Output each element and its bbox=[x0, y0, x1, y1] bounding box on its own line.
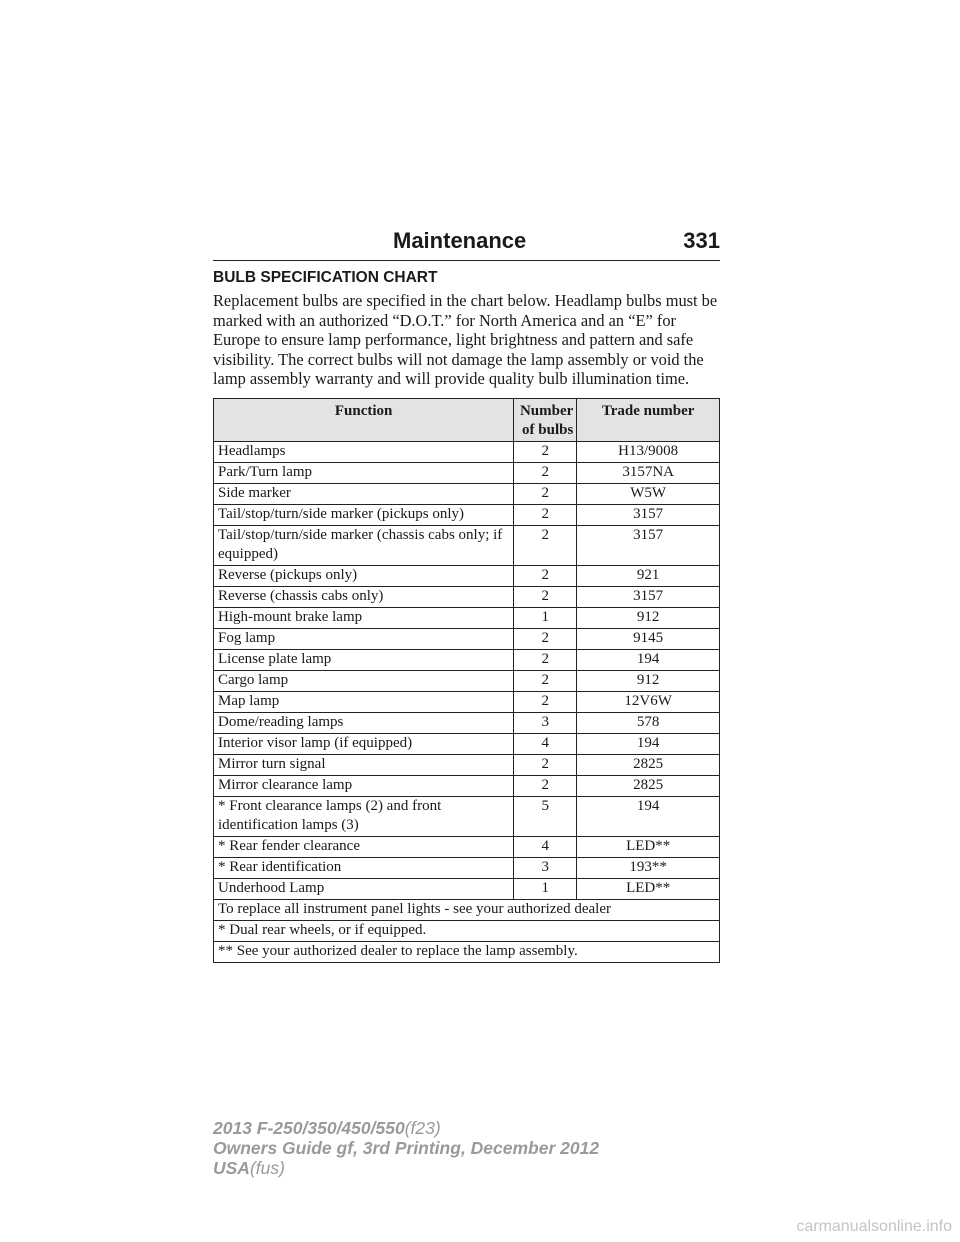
cell-trade: 12V6W bbox=[577, 692, 720, 713]
bulb-specification-table bbox=[213, 398, 720, 963]
cell-number: 2 bbox=[514, 505, 577, 526]
cell-number: 4 bbox=[514, 837, 577, 858]
cell-function: * Front clearance lamps (2) and front identification lamps (3) bbox=[214, 797, 514, 837]
table-note-row bbox=[214, 942, 720, 963]
cell-number: 2 bbox=[514, 755, 577, 776]
table-row bbox=[214, 879, 720, 900]
table-row bbox=[214, 734, 720, 755]
table-note: ** See your authorized dealer to replace the lamp assembly. bbox=[214, 942, 720, 963]
table-row bbox=[214, 587, 720, 608]
table-row bbox=[214, 629, 720, 650]
cell-trade: 3157 bbox=[577, 526, 720, 566]
cell-function: Tail/stop/turn/side marker (chassis cabs only; if equipped) bbox=[214, 526, 514, 566]
cell-trade: 194 bbox=[577, 734, 720, 755]
chapter-title: Maintenance bbox=[393, 228, 527, 253]
table-row bbox=[214, 526, 720, 566]
cell-number: 5 bbox=[514, 797, 577, 837]
cell-trade: 9145 bbox=[577, 629, 720, 650]
table-row bbox=[214, 692, 720, 713]
table-row bbox=[214, 776, 720, 797]
header-function: Function bbox=[214, 399, 514, 442]
cell-trade: 193** bbox=[577, 858, 720, 879]
cell-trade: 2825 bbox=[577, 755, 720, 776]
cell-trade: 3157 bbox=[577, 587, 720, 608]
cell-function: * Rear identification bbox=[214, 858, 514, 879]
cell-number: 2 bbox=[514, 692, 577, 713]
footer-line1 bbox=[213, 1118, 599, 1138]
header-number-line2: of bulbs bbox=[522, 422, 574, 438]
table-row bbox=[214, 837, 720, 858]
table-row bbox=[214, 484, 720, 505]
cell-function: Underhood Lamp bbox=[214, 879, 514, 900]
cell-function: Cargo lamp bbox=[214, 671, 514, 692]
table-row bbox=[214, 713, 720, 734]
table-row bbox=[214, 671, 720, 692]
cell-trade: 194 bbox=[577, 797, 720, 837]
cell-trade: LED** bbox=[577, 837, 720, 858]
cell-function: License plate lamp bbox=[214, 650, 514, 671]
cell-number: 2 bbox=[514, 463, 577, 484]
cell-trade: 912 bbox=[577, 671, 720, 692]
cell-number: 2 bbox=[514, 442, 577, 463]
cell-trade: 912 bbox=[577, 608, 720, 629]
intro-paragraph: Replacement bulbs are specified in the chart below. Headlamp bulbs must be marked with an authorized “D.O.T.” for North America and an “E” for Europe to ensure lamp performance, light brightness and pattern and safe visibility. The correct bulbs will not damage the lamp assembly or void the lamp assembly warranty and will provide quality bulb illumination time. bbox=[213, 291, 718, 389]
cell-trade: 2825 bbox=[577, 776, 720, 797]
table-row bbox=[214, 608, 720, 629]
cell-number: 2 bbox=[514, 671, 577, 692]
cell-trade: 194 bbox=[577, 650, 720, 671]
footer bbox=[213, 1118, 599, 1178]
cell-trade: 3157 bbox=[577, 505, 720, 526]
cell-number: 2 bbox=[514, 629, 577, 650]
cell-trade: H13/9008 bbox=[577, 442, 720, 463]
cell-trade: 921 bbox=[577, 566, 720, 587]
footer-market-code: (fus) bbox=[249, 1158, 285, 1178]
table-row bbox=[214, 566, 720, 587]
cell-number: 3 bbox=[514, 858, 577, 879]
footer-line2: Owners Guide gf, 3rd Printing, December 2012 bbox=[213, 1138, 600, 1158]
table-note: * Dual rear wheels, or if equipped. bbox=[214, 921, 720, 942]
cell-number: 2 bbox=[514, 650, 577, 671]
table-row bbox=[214, 858, 720, 879]
cell-function: Fog lamp bbox=[214, 629, 514, 650]
table-note-row bbox=[214, 921, 720, 942]
footer-model-code: (f23) bbox=[404, 1118, 441, 1138]
cell-number: 2 bbox=[514, 776, 577, 797]
cell-function: * Rear fender clearance bbox=[214, 837, 514, 858]
cell-number: 1 bbox=[514, 608, 577, 629]
cell-number: 2 bbox=[514, 526, 577, 566]
header-number-line1: Number bbox=[519, 403, 574, 419]
cell-function: Dome/reading lamps bbox=[214, 713, 514, 734]
table-row bbox=[214, 797, 720, 837]
cell-function: Map lamp bbox=[214, 692, 514, 713]
page-number: 331 bbox=[683, 228, 720, 253]
section-title: BULB SPECIFICATION CHART bbox=[213, 269, 438, 286]
cell-function: Mirror turn signal bbox=[214, 755, 514, 776]
header-trade-number: Trade number bbox=[577, 399, 720, 442]
cell-number: 3 bbox=[514, 713, 577, 734]
cell-trade: W5W bbox=[577, 484, 720, 505]
table-row bbox=[214, 755, 720, 776]
cell-function: Reverse (pickups only) bbox=[214, 566, 514, 587]
cell-trade: 3157NA bbox=[577, 463, 720, 484]
cell-function: Park/Turn lamp bbox=[214, 463, 514, 484]
page-header bbox=[213, 228, 720, 261]
cell-function: Tail/stop/turn/side marker (pickups only) bbox=[214, 505, 514, 526]
table-row bbox=[214, 505, 720, 526]
cell-number: 4 bbox=[514, 734, 577, 755]
table-row bbox=[214, 442, 720, 463]
table-row bbox=[214, 650, 720, 671]
cell-trade: LED** bbox=[577, 879, 720, 900]
watermark-text: carmanualsonline.info bbox=[796, 1218, 952, 1235]
cell-function: Interior visor lamp (if equipped) bbox=[214, 734, 514, 755]
cell-function: High-mount brake lamp bbox=[214, 608, 514, 629]
cell-function: Mirror clearance lamp bbox=[214, 776, 514, 797]
cell-number: 2 bbox=[514, 587, 577, 608]
cell-number: 2 bbox=[514, 566, 577, 587]
footer-model: 2013 F-250/350/450/550 bbox=[213, 1118, 405, 1138]
cell-function: Headlamps bbox=[214, 442, 514, 463]
footer-line3 bbox=[213, 1158, 599, 1178]
table-note-row bbox=[214, 900, 720, 921]
cell-trade: 578 bbox=[577, 713, 720, 734]
cell-function: Side marker bbox=[214, 484, 514, 505]
cell-function: Reverse (chassis cabs only) bbox=[214, 587, 514, 608]
cell-number: 1 bbox=[514, 879, 577, 900]
cell-number: 2 bbox=[514, 484, 577, 505]
table-header-row bbox=[214, 399, 720, 442]
table-note: To replace all instrument panel lights - see your authorized dealer bbox=[214, 900, 720, 921]
table-row bbox=[214, 463, 720, 484]
footer-market: USA bbox=[213, 1158, 250, 1178]
header-number-of-bulbs bbox=[514, 399, 577, 442]
